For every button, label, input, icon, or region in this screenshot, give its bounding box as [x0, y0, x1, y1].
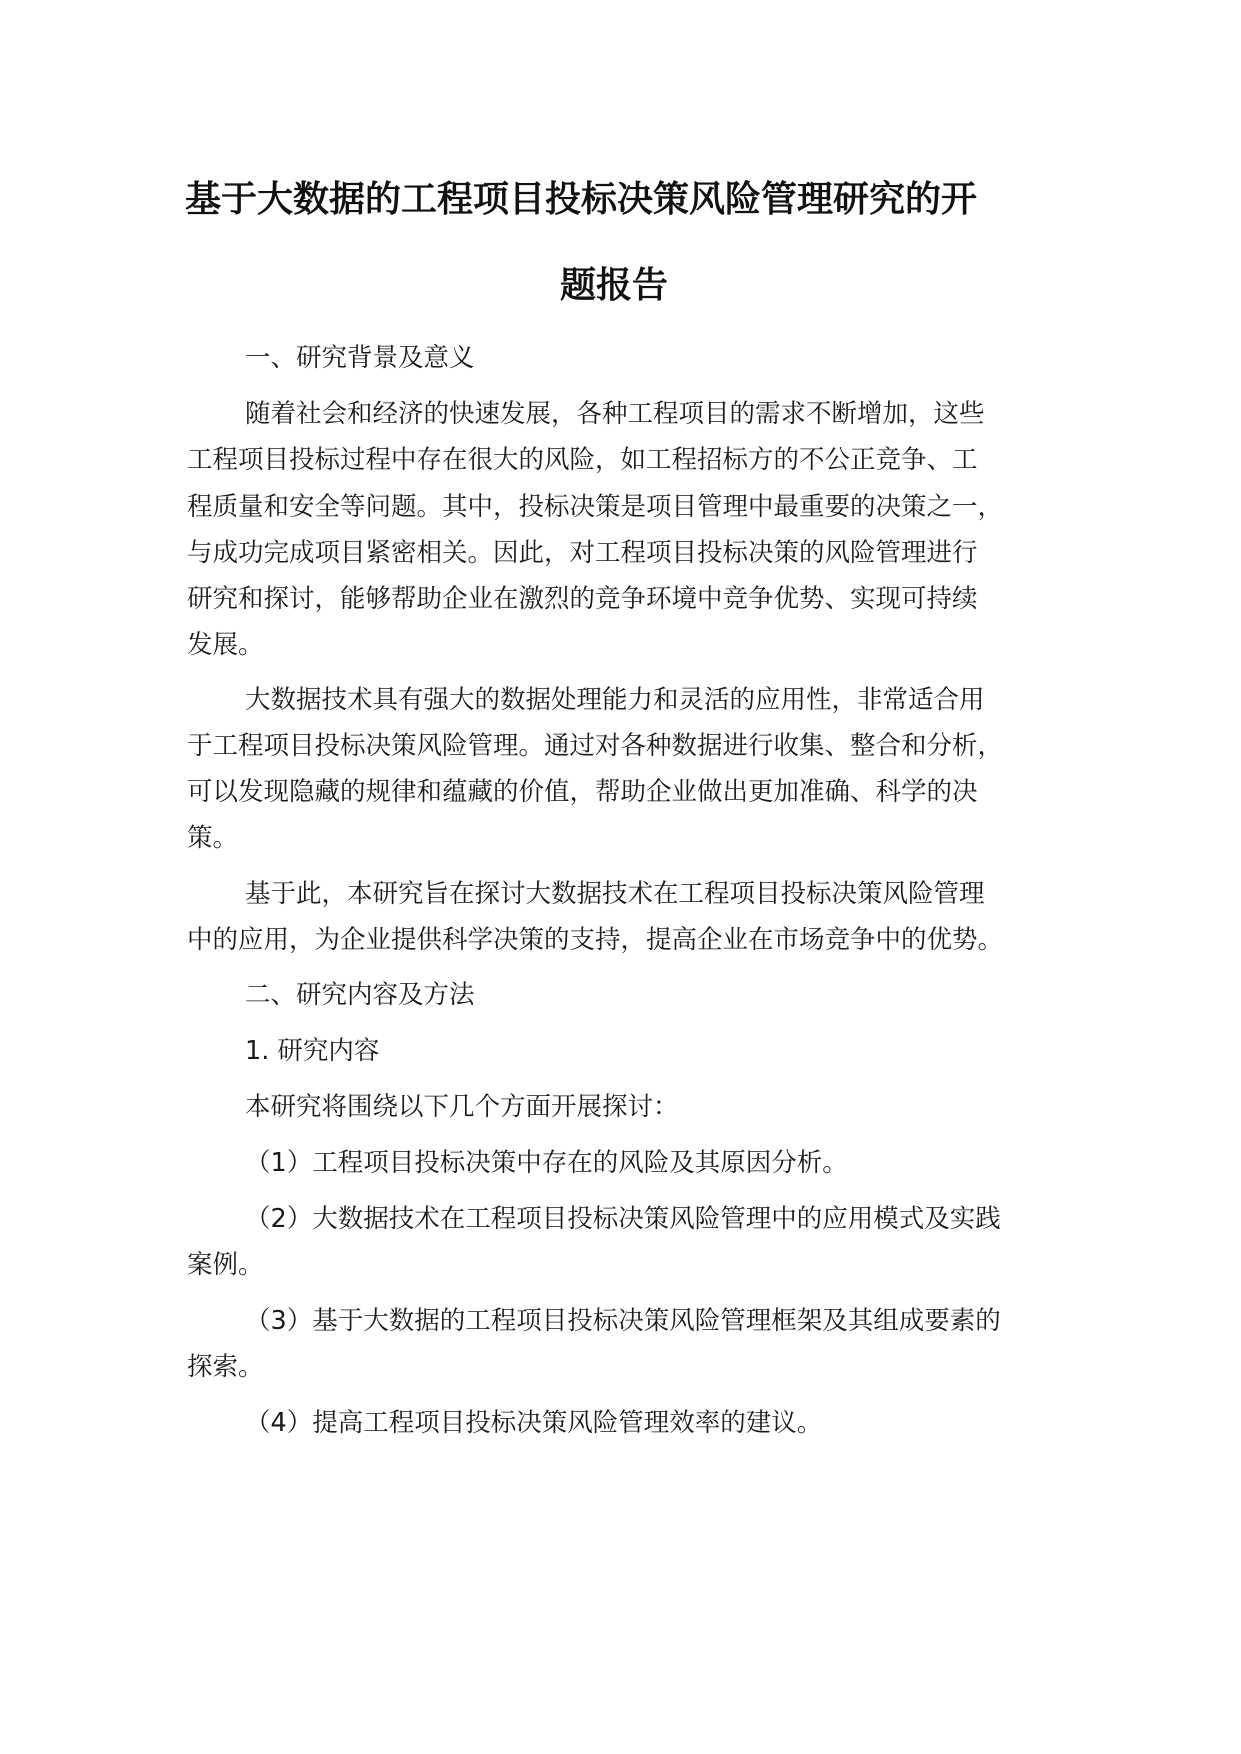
paragraph-line: 大数据技术具有强大的数据处理能力和灵活的应用性，非常适合用	[245, 685, 985, 715]
paragraph-line: 中的应用，为企业提供科学决策的支持，提高企业在市场竞争中的优势。	[187, 925, 1004, 955]
subsection-heading: 1. 研究内容	[245, 1036, 380, 1066]
section-heading-background: 一、研究背景及意义	[245, 343, 475, 373]
paragraph-line: 本研究将围绕以下几个方面开展探讨：	[245, 1092, 679, 1122]
section-heading-content-method: 二、研究内容及方法	[245, 980, 475, 1010]
list-item: （4）提高工程项目投标决策风险管理效率的建议。	[245, 1408, 823, 1438]
list-item: （2）大数据技术在工程项目投标决策风险管理中的应用模式及实践	[245, 1204, 1001, 1234]
paragraph-line: 策。	[187, 823, 239, 853]
list-item: （1）工程项目投标决策中存在的风险及其原因分析。	[245, 1148, 848, 1178]
paragraph-line: 程质量和安全等问题。其中，投标决策是项目管理中最重要的决策之一，	[187, 492, 1004, 522]
document-title-line-2: 题报告	[560, 265, 669, 306]
list-item: （3）基于大数据的工程项目投标决策风险管理框架及其组成要素的	[245, 1306, 1001, 1336]
paragraph-line: 与成功完成项目紧密相关。因此，对工程项目投标决策的风险管理进行	[187, 538, 978, 568]
paragraph-line: 可以发现隐藏的规律和蕴藏的价值，帮助企业做出更加准确、科学的决	[187, 777, 978, 807]
paragraph-line: 随着社会和经济的快速发展，各种工程项目的需求不断增加，这些	[245, 399, 985, 429]
list-item-continuation: 案例。	[187, 1250, 264, 1280]
paragraph-line: 工程项目投标过程中存在很大的风险，如工程招标方的不公正竞争、工	[187, 445, 978, 475]
list-item-continuation: 探索。	[187, 1352, 264, 1382]
paragraph-line: 发展。	[187, 630, 264, 660]
paragraph-line: 研究和探讨，能够帮助企业在激烈的竞争环境中竞争优势、实现可持续	[187, 584, 978, 614]
paragraph-line: 于工程项目投标决策风险管理。通过对各种数据进行收集、整合和分析，	[187, 731, 1004, 761]
paragraph-line: 基于此，本研究旨在探讨大数据技术在工程项目投标决策风险管理	[245, 879, 985, 909]
document-title-line-1: 基于大数据的工程项目投标决策风险管理研究的开	[185, 179, 978, 220]
